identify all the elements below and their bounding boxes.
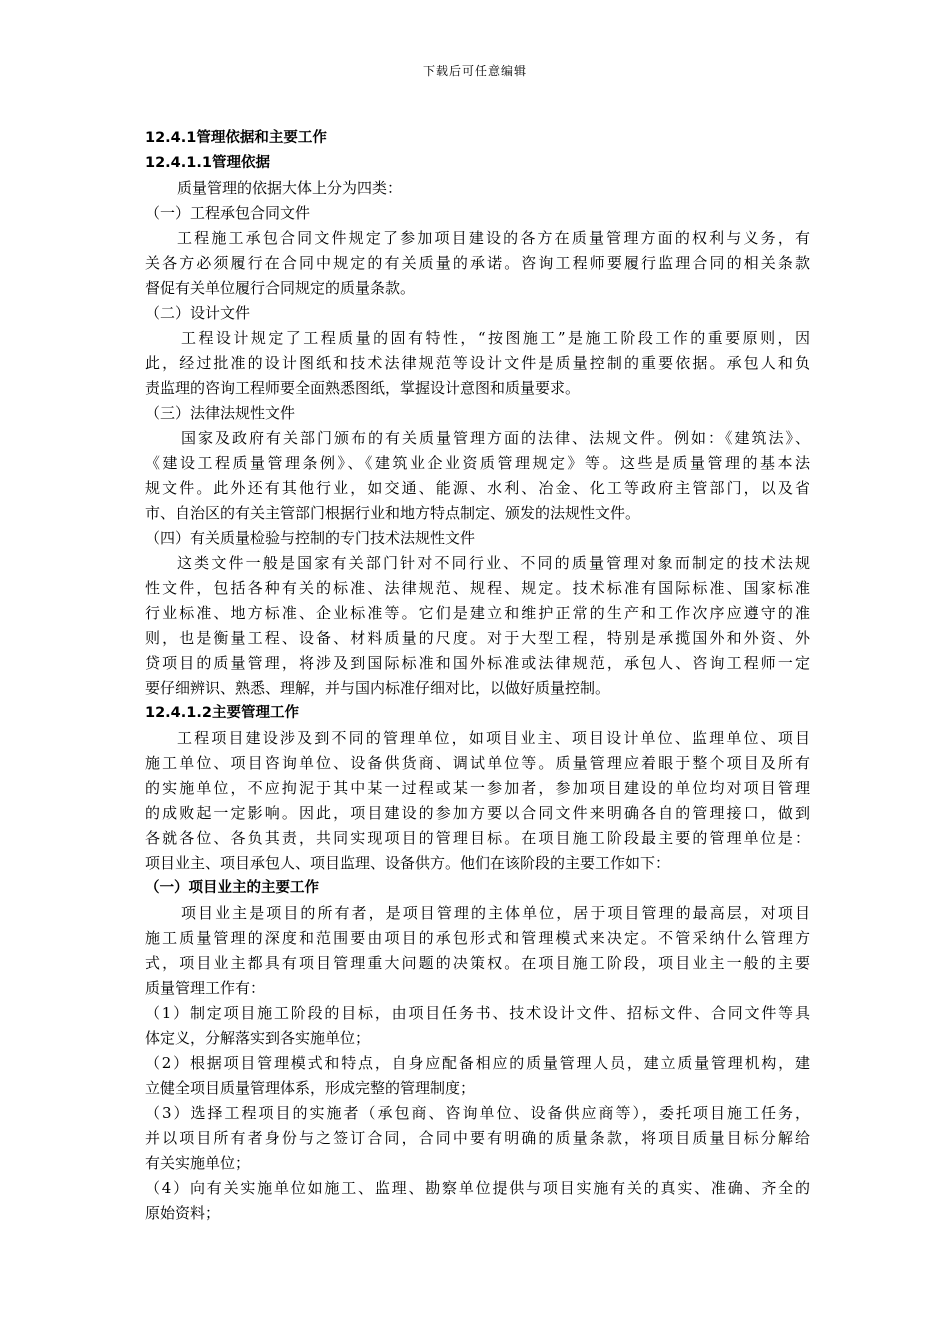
text-line: 项目业主是项目的所有者，是项目管理的主体单位，居于项目管理的最高层，对项目 xyxy=(181,904,810,922)
text-line: 国家及政府有关部门颁布的有关质量管理方面的法律、法规文件。例如：《建筑法》、 xyxy=(181,429,810,447)
text-line: （1）制定项目施工阶段的目标，由项目任务书、技术设计文件、招标文件、合同文件等具 xyxy=(145,1004,810,1022)
text-line: 体定义，分解落实到各实施单位； xyxy=(145,1029,371,1047)
text-line: （二）设计文件 xyxy=(145,304,251,322)
text-line: 《建设工程质量管理条例》、《建筑业企业资质管理规定》等。这些是质量管理的基本法 xyxy=(145,454,810,472)
text-line: 规文件。此外还有其他行业，如交通、能源、水利、冶金、化工等政府主管部门，以及省 xyxy=(145,479,810,497)
text-line: 质量管理工作有： xyxy=(145,979,266,997)
text-line: 关各方必须履行在合同中规定的有关质量的承诺。咨询工程师要履行监理合同的相关条款 xyxy=(145,254,810,272)
text-line: 施工单位、项目咨询单位、设备供货商、调试单位等。质量管理应着眼于整个项目及所有 xyxy=(145,754,810,772)
text-line: 要仔细辨识、熟悉、理解，并与国内标准仔细对比，以做好质量控制。 xyxy=(145,679,611,697)
text-line: （一）工程承包合同文件 xyxy=(145,204,311,222)
page-header: 下载后可任意编辑 xyxy=(422,64,527,78)
text-line: 行业标准、地方标准、企业标准等。它们是建立和维护正常的生产和工作次序应遵守的准 xyxy=(145,604,810,622)
text-line: 式，项目业主都具有项目管理重大问题的决策权。在项目施工阶段，项目业主一般的主要 xyxy=(145,954,810,972)
text-line: 的成败起一定影响。因此，项目建设的参加方要以合同文件来明确各自的管理接口，做到 xyxy=(145,804,810,822)
text-line: 质量管理的依据大体上分为四类： xyxy=(177,179,403,197)
text-line: 性文件，包括各种有关的标准、法律规范、规程、规定。技术标准有国际标准、国家标准 xyxy=(145,579,810,597)
text-line: 并以项目所有者身份与之签订合同，合同中要有明确的质量条款，将项目质量目标分解给 xyxy=(145,1129,810,1147)
text-line: 督促有关单位履行合同规定的质量条款。 xyxy=(145,279,416,297)
document-body xyxy=(145,126,810,1226)
text-line: 施工质量管理的深度和范围要由项目的承包形式和管理模式来决定。不管采纳什么管理方 xyxy=(145,929,810,947)
text-line: 工程项目建设涉及到不同的管理单位，如项目业主、项目设计单位、监理单位、项目 xyxy=(177,729,810,747)
text-line: 这类文件一般是国家有关部门针对不同行业、不同的质量管理对象而制定的技术法规 xyxy=(177,554,810,572)
text-line: 市、自治区的有关主管部门根据行业和地方特点制定、颁发的法规性文件。 xyxy=(145,504,641,522)
section-heading: 12.4.1.2主要管理工作 xyxy=(145,705,299,721)
text-line: 此，经过批准的设计图纸和技术法律规范等设计文件是质量控制的重要依据。承包人和负 xyxy=(145,354,810,372)
text-line: 则，也是衡量工程、设备、材料质量的尺度。对于大型工程，特别是承揽国外和外资、外 xyxy=(145,629,810,647)
text-line: 贷项目的质量管理，将涉及到国际标准和国外标准或法律规范，承包人、咨询工程师一定 xyxy=(145,654,810,672)
text-line: 立健全项目质量管理体系，形成完整的管理制度； xyxy=(145,1079,476,1097)
text-line: （3）选择工程项目的实施者（承包商、咨询单位、设备供应商等），委托项目施工任务， xyxy=(145,1104,810,1122)
text-line: 各就各位、各负其责，共同实现项目的管理目标。在项目施工阶段最主要的管理单位是： xyxy=(145,829,810,847)
text-line: 工程设计规定了工程质量的固有特性，“按图施工”是施工阶段工作的重要原则，因 xyxy=(181,329,810,347)
text-line: （四）有关质量检验与控制的专门技术法规性文件 xyxy=(145,529,476,547)
text-line: 原始资料； xyxy=(145,1204,221,1222)
text-line: 有关实施单位； xyxy=(145,1154,251,1172)
text-line: 的实施单位，不应拘泥于其中某一过程或某一参加者，参加项目建设的单位均对项目管理 xyxy=(145,779,810,797)
text-line: 工程施工承包合同文件规定了参加项目建设的各方在质量管理方面的权利与义务，有 xyxy=(177,229,810,247)
section-heading: 12.4.1.1管理依据 xyxy=(145,155,270,171)
text-line: （4）向有关实施单位如施工、监理、勘察单位提供与项目实施有关的真实、准确、齐全的 xyxy=(145,1179,810,1197)
text-line: 项目业主、项目承包人、项目监理、设备供方。他们在该阶段的主要工作如下： xyxy=(145,854,671,872)
text-line: （三）法律法规性文件 xyxy=(145,404,296,422)
text-line: 责监理的咨询工程师要全面熟悉图纸，掌握设计意图和质量要求。 xyxy=(145,379,581,397)
section-heading: 12.4.1管理依据和主要工作 xyxy=(145,130,327,146)
section-heading: （一）项目业主的主要工作 xyxy=(145,880,319,896)
text-line: （2）根据项目管理模式和特点，自身应配备相应的质量管理人员，建立质量管理机构，建 xyxy=(145,1054,810,1072)
